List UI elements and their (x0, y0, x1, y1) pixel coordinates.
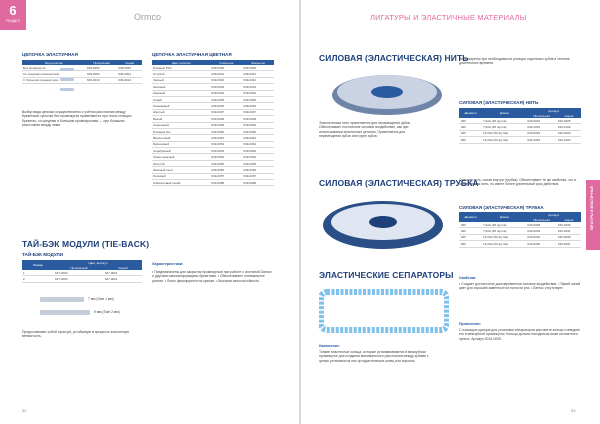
table-row (22, 77, 142, 83)
table-cell: Без промежутка (22, 65, 86, 71)
colored-chain-title: ЦЕПОЧКА ЭЛАСТИЧНАЯ ЦВЕТНАЯ (152, 52, 232, 57)
tube-table (459, 212, 581, 248)
thread-text-2: Используется при необходимости ротации отдельных зубов в течение длительного времени. (459, 57, 570, 66)
table-cell: Зелёный (152, 84, 210, 90)
tube-table-title: СИЛОВАЯ (ЭЛАСТИЧЕСКАЯ) ТРУБКА (459, 205, 544, 210)
table-cell: 15,24м (50 футов) (482, 137, 526, 143)
table-cell: 639-0041 (242, 71, 274, 77)
table-cell: 639-0032 (210, 77, 242, 83)
page-number-right: 53 (571, 408, 576, 413)
table-cell: 639-0051 (210, 135, 242, 141)
separators-image (319, 286, 449, 336)
table-header: Серая (117, 60, 142, 65)
table-cell: 7,62м (25 футов) (482, 222, 526, 228)
table-cell: .025 (459, 118, 482, 124)
table-header: Вид цепочки (22, 60, 86, 65)
table-header: Артикул (526, 108, 581, 113)
table-cell: 639-0067 (242, 173, 274, 179)
table-cell: 639-0036 (210, 103, 242, 109)
separators-title: ЭЛАСТИЧЕСКИЕ СЕПАРАТОРЫ (319, 270, 454, 280)
tieback-size-2: 9 мм (Size 2 мм) (94, 310, 120, 314)
table-cell: 640-0032 (526, 228, 557, 234)
table-header: Размер (22, 260, 54, 270)
table-header: Закрытые (242, 60, 274, 65)
table-cell: .030 (459, 241, 482, 247)
table-cell: 639-0066 (242, 167, 274, 173)
table-cell: .030 (459, 124, 482, 130)
table-cell: Темно-красный (152, 154, 210, 160)
table-cell: 639-0048 (242, 116, 274, 122)
table-cell: 640-1004 (557, 137, 581, 143)
table-cell: Красный (152, 90, 210, 96)
table-cell: 639-0040 (242, 65, 274, 71)
table-header: Длина (482, 212, 526, 222)
thread-table (459, 108, 581, 144)
table-cell: 639-0038 (210, 116, 242, 122)
section-number: 6 (9, 3, 17, 18)
table-cell: 639-0054 (210, 154, 242, 160)
table-cell: Синий (152, 96, 210, 102)
table-cell: 639-0030 (210, 65, 242, 71)
table-cell: .025 (459, 222, 482, 228)
table-cell: 15,24м (50 футов) (482, 241, 526, 247)
table-cell: 640-0037 (557, 241, 581, 247)
table-cell: 7,62м (25 футов) (482, 228, 526, 234)
left-page (0, 0, 299, 424)
table-cell: .030 (459, 228, 482, 234)
table-cell: 639-0031 (210, 71, 242, 77)
table-cell: Бирюзовый (152, 141, 210, 147)
table-cell: 640-0030 (557, 222, 581, 228)
table-cell: 640-0023 (526, 130, 557, 136)
tieback-text: Предоставляют собой простую, устойчивую в процессе эластичную ветвистость. (22, 330, 130, 339)
table-cell: 639-0037 (210, 109, 242, 115)
tube-text: Силовая нить, полая внутри (трубка). Обеспечивает те же свойства, что и эластическая нить, но имеет более длительный срок действия. (459, 178, 577, 187)
table-cell: 640-0031 (557, 228, 581, 234)
table-cell: 639-0045 (242, 96, 274, 102)
table-cell: 639-0013 (86, 77, 117, 83)
table-cell: 639-0014 (117, 77, 142, 83)
table-header: Прозрачная (526, 217, 557, 222)
running-header: ЛИГАТУРЫ И ЭЛАСТИЧНЫЕ МАТЕРИАЛЫ (370, 13, 527, 22)
table-header: Диаметр (459, 212, 482, 222)
table-cell: С большим промежутком (22, 77, 86, 83)
table-cell: 639-0057 (210, 173, 242, 179)
table-row (459, 241, 581, 247)
table-cell: 639-0064 (242, 154, 274, 160)
table-header: Артикул (526, 212, 581, 217)
table-header: Длина (482, 108, 526, 118)
chain-image (60, 78, 74, 81)
properties-title: Свойства: (459, 276, 477, 280)
ligature-chain-title: ЦЕПОЧКА ЭЛАСТИЧНАЯ (22, 52, 78, 57)
table-cell: 639-0055 (210, 160, 242, 166)
table-header: Серый (104, 265, 142, 270)
table-cell: 639-0035 (210, 96, 242, 102)
table-header: Серая (557, 217, 581, 222)
table-cell: 639-0043 (242, 84, 274, 90)
table-cell: 640-1003 (526, 137, 557, 143)
table-cell: 7,62м (25 футов) (482, 124, 526, 130)
tube-spool-image (319, 195, 447, 255)
table-cell: 639-0047 (242, 109, 274, 115)
table-header: Прозрачный (54, 265, 104, 270)
table-cell: 15,24м (50 футов) (482, 234, 526, 240)
table-cell: 639-0042 (242, 77, 274, 83)
table-cell: 627-0002 (54, 270, 104, 276)
table-cell: 640-0025 (557, 118, 581, 124)
table-cell: 640-0022 (526, 118, 557, 124)
table-header: Прозрачная (526, 113, 557, 118)
separators-purpose-label: Назначение: (319, 344, 340, 348)
table-cell: 639-0060 (242, 128, 274, 134)
table-cell: 639-0068 (242, 180, 274, 186)
table-cell: 1 (22, 270, 54, 276)
thread-table-title: СИЛОВАЯ (ЭЛАСТИЧЕСКАЯ) НИТЬ (459, 100, 539, 105)
table-cell: 639-0046 (242, 103, 274, 109)
ligature-chain-text: Выбор вида цепочки осуществляется с учётом расстояния между брекетами: цепочки без промежутка применяются при тесно стоящих брекетах, со средним и большим промежутками — при большем расстоянии между ними. (22, 110, 132, 127)
table-cell: 627-0021 (104, 276, 142, 282)
tieback-title: ТАЙ-БЭК МОДУЛИ (TIE-BACK) (22, 239, 150, 249)
table-cell: Зелёный neon (152, 167, 210, 173)
right-page (301, 0, 600, 424)
table-cell: Чёрный (152, 77, 210, 83)
tieback-table (22, 260, 142, 283)
table-cell: 639-0058 (210, 180, 242, 186)
table-header: Диаметр (459, 108, 482, 118)
colored-chain-table (152, 60, 274, 186)
table-cell: 627-0001 (104, 270, 142, 276)
tieback-subtitle: ТАЙ-БЭК МОДУЛИ (22, 252, 64, 257)
section-sidebar-tab (586, 180, 600, 250)
table-cell: 639-0039 (210, 122, 242, 128)
table-cell: Золотой (152, 160, 210, 166)
tieback-image-2 (40, 310, 90, 315)
table-cell: 639-0049 (242, 122, 274, 128)
table-cell: 639-0052 (210, 141, 242, 147)
properties-text: • Создает достаточное долговременное силовое воздействие. • Яркий синий цвет для хорошей заметности в полости рта. • Латекс отсутствует. (459, 282, 581, 291)
table-cell: 639-0052 (86, 65, 117, 71)
table-header: Серая (557, 113, 581, 118)
table-cell: Фиолетовый (152, 135, 210, 141)
tube-title: СИЛОВАЯ (ЭЛАСТИЧЕСКАЯ) ТРУБКА (319, 178, 479, 188)
table-cell: Голубой (152, 71, 210, 77)
table-cell: .025 (459, 234, 482, 240)
table-cell: 640-0036 (526, 241, 557, 247)
table-cell: Кобальтовый синий (152, 180, 210, 186)
table-cell: 639-0050 (210, 128, 242, 134)
table-cell: Лиловый (152, 173, 210, 179)
table-header: Открытые (210, 60, 242, 65)
tieback-image-1 (40, 297, 84, 302)
thread-title: СИЛОВАЯ (ЭЛАСТИЧЕСКАЯ) НИТЬ (319, 53, 469, 63)
table-cell: Со средним промежутком (22, 71, 86, 77)
table-cell: 639-0061 (242, 135, 274, 141)
table-cell: Жёлтый (152, 109, 210, 115)
table-cell: 639-0034 (210, 90, 242, 96)
table-cell: Розовый Hot (152, 128, 210, 134)
table-cell: 639-0053 (210, 148, 242, 154)
table-cell: 639-0044 (242, 90, 274, 96)
table-cell: 639-0065 (242, 160, 274, 166)
table-cell: 15,24м (50 футов) (482, 130, 526, 136)
ligature-chain-table (22, 60, 142, 84)
table-cell: 2 (22, 276, 54, 282)
table-cell: 640-0028 (526, 222, 557, 228)
chain-image (60, 88, 74, 91)
page-number-left: 52 (22, 408, 27, 413)
table-cell: Сиреневый (152, 122, 210, 128)
table-row (459, 137, 581, 143)
table-cell: 640-1002 (557, 124, 581, 130)
table-cell: 627-0022 (54, 276, 104, 282)
table-cell: 639-0001 (117, 71, 142, 77)
table-cell: 639-0002 (86, 71, 117, 77)
table-cell: 640-0034 (526, 234, 557, 240)
thread-text: Эластическая нить применяется для перемещения зубов. Обеспечивает постоянное силовое воздействие, как при использовании эластичных цепочек. Применяется для перемещения зубов или групп зубов. (319, 121, 411, 138)
table-cell: 639-0063 (242, 148, 274, 154)
table-cell: 7,62м (25 футов) (482, 118, 526, 124)
ormco-logo: Ormco (134, 12, 161, 22)
table-header: Прозрачная (86, 60, 117, 65)
table-cell: 640-0026 (557, 130, 581, 136)
usage-text: С помощью щипцов для установки сепараторов растяните кольцо и введите его в межзубной промежуток. Кольцо должно находиться ниже контактного пункта. Артикул 0024-0005 (459, 328, 580, 341)
characteristics-title: Характеристики: (152, 262, 184, 266)
table-cell: 640-1001 (526, 124, 557, 130)
table-row (152, 180, 274, 186)
tieback-size-1: 7 мм (Size 1 мм) (88, 297, 114, 301)
table-cell: .025 (459, 130, 482, 136)
chain-image (60, 68, 74, 71)
thread-spool-image (327, 70, 447, 120)
table-cell: Оранжевый (152, 103, 210, 109)
table-cell: .030 (459, 137, 482, 143)
table-cell: 639-0051 (117, 65, 142, 71)
section-label: РАЗДЕЛ (6, 19, 20, 23)
table-cell: 640-0035 (557, 234, 581, 240)
sidebar-label: ЛИГАТУРЫ И ЭЛАСТИЧНЫЕ (590, 186, 594, 231)
table-header: Цвет цепочки (152, 60, 210, 65)
separators-text: Тонкие эластичные кольца, которые устанавливаются в межзубном промежутке для создания минимального расстояния между зубами с целью установки на них ортодонтических колец или коронок. (319, 350, 429, 363)
table-cell: Розовый Pink (152, 65, 210, 71)
table-header: Цвет, артикул (54, 260, 142, 265)
usage-title: Применение: (459, 322, 482, 326)
table-cell: Серебряный (152, 148, 210, 154)
table-row (22, 276, 142, 282)
characteristics-text: • Предназначены для закрытия промежутков при работе с системой Damon и другими самолигирующими брекетами. • Обеспечивают оптимальное усилие. • Легко фиксируются на крючке. • Высокая износостойкость. (152, 270, 272, 283)
table-cell: 639-0033 (210, 84, 242, 90)
section-tab (0, 0, 26, 30)
table-cell: 639-0056 (210, 167, 242, 173)
table-cell: 639-0062 (242, 141, 274, 147)
table-cell: Белый (152, 116, 210, 122)
